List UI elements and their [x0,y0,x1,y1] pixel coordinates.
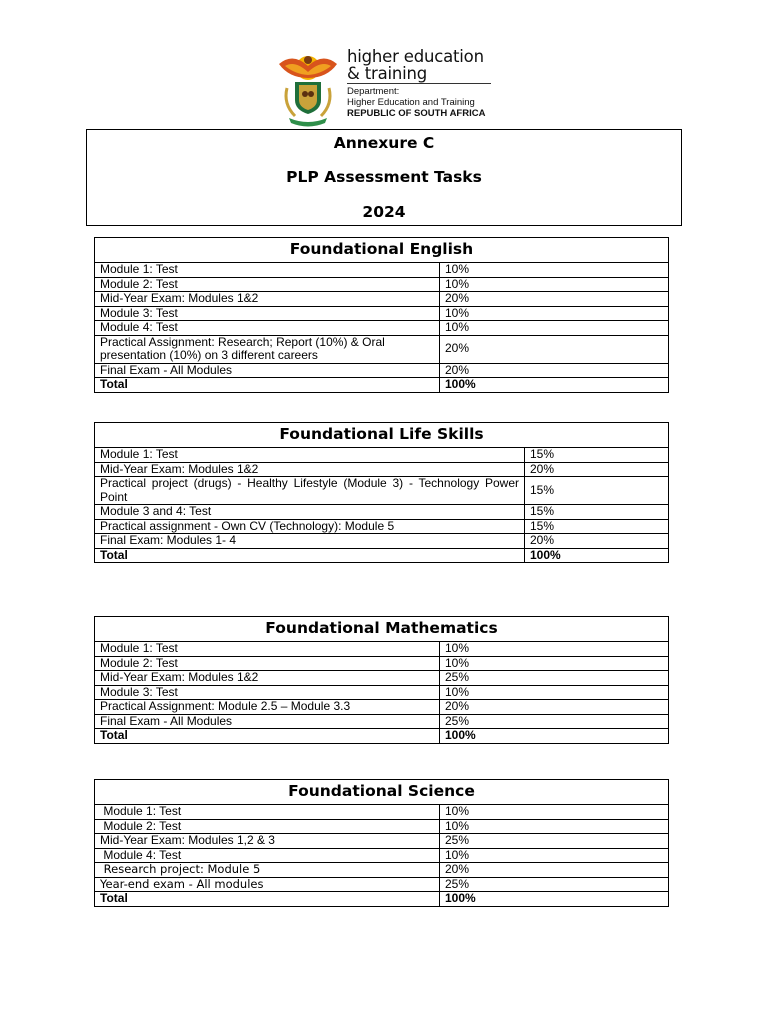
year-label: 2024 [362,203,406,221]
weight-cell: 25% [440,714,669,729]
task-cell: Mid-Year Exam: Modules 1&2 [95,671,440,686]
weight-cell: 20% [440,335,669,363]
weight-cell: 10% [440,642,669,657]
science-assessment-table [94,779,669,907]
table-row [95,321,669,336]
weight-cell: 20% [440,292,669,307]
table-row [95,519,669,534]
task-cell: Research project: Module 5 [95,863,440,878]
table-row [95,685,669,700]
table-row [95,700,669,715]
task-cell: Module 4: Test [95,848,440,863]
task-cell: Practical project (drugs) - Healthy Lifestyle (Module 3) - Technology Power Point [95,477,525,505]
task-cell: Year-end exam - All modules [95,877,440,892]
weight-cell: 10% [440,656,669,671]
total-label: Total [95,548,525,563]
task-cell: Module 1: Test [95,263,440,278]
weight-cell: 15% [525,519,669,534]
brand-divider [347,83,491,84]
weight-cell: 25% [440,877,669,892]
task-cell: Module 1: Test [95,805,440,820]
country-name: REPUBLIC OF SOUTH AFRICA [347,108,486,119]
weight-cell: 10% [440,805,669,820]
table-title: Foundational Science [95,780,669,805]
task-cell: Module 3 and 4: Test [95,505,525,520]
weight-cell: 10% [440,819,669,834]
table-row [95,819,669,834]
weight-cell: 20% [525,534,669,549]
table-row [95,448,669,463]
assessment-tasks-title: PLP Assessment Tasks [286,168,482,186]
total-label: Total [95,378,440,393]
weight-cell: 20% [440,700,669,715]
department-name: Department: Higher Education and Training [347,86,475,108]
table-row [95,477,669,505]
weight-cell: 20% [525,462,669,477]
task-cell: Practical Assignment: Module 2.5 – Module 3.3 [95,700,440,715]
weight-cell: 15% [525,505,669,520]
table-title: Foundational Life Skills [95,423,669,448]
task-cell: Module 2: Test [95,656,440,671]
total-value: 100% [440,729,669,744]
life-skills-assessment-table [94,422,669,563]
task-cell: Module 1: Test [95,448,525,463]
weight-cell: 10% [440,848,669,863]
annexure-header-box [86,129,682,226]
table-row [95,714,669,729]
coat-of-arms-icon [275,48,341,128]
table-row [95,263,669,278]
table-row [95,805,669,820]
mathematics-assessment-table [94,616,669,744]
table-row [95,462,669,477]
task-cell: Mid-Year Exam: Modules 1,2 & 3 [95,834,440,849]
task-cell: Module 3: Test [95,306,440,321]
table-row [95,534,669,549]
total-value: 100% [440,378,669,393]
total-row [95,548,669,563]
weight-cell: 10% [440,321,669,336]
task-cell: Module 3: Test [95,685,440,700]
english-assessment-table [94,237,669,393]
table-title: Foundational English [95,238,669,263]
weight-cell: 25% [440,671,669,686]
table-row [95,671,669,686]
task-cell: Practical Assignment: Research; Report (10%) & Oral presentation (10%) on 3 different careers [95,335,440,363]
table-row [95,656,669,671]
weight-cell: 10% [440,277,669,292]
annexure-title: Annexure C [333,134,435,152]
table-row [95,277,669,292]
table-row [95,306,669,321]
weight-cell: 20% [440,863,669,878]
total-row [95,378,669,393]
task-cell: Module 4: Test [95,321,440,336]
task-cell: Final Exam - All Modules [95,363,440,378]
task-cell: Module 2: Test [95,277,440,292]
weight-cell: 25% [440,834,669,849]
total-row [95,892,669,907]
table-row [95,505,669,520]
table-row [95,834,669,849]
table-row [95,292,669,307]
table-row [95,877,669,892]
table-title: Foundational Mathematics [95,617,669,642]
table-row [95,848,669,863]
table-row [95,335,669,363]
task-cell: Mid-Year Exam: Modules 1&2 [95,462,525,477]
task-cell: Final Exam: Modules 1- 4 [95,534,525,549]
weight-cell: 10% [440,263,669,278]
table-row [95,642,669,657]
task-cell: Mid-Year Exam: Modules 1&2 [95,292,440,307]
weight-cell: 15% [525,448,669,463]
weight-cell: 20% [440,363,669,378]
task-cell: Final Exam - All Modules [95,714,440,729]
table-row [95,363,669,378]
table-row [95,863,669,878]
total-row [95,729,669,744]
task-cell: Module 1: Test [95,642,440,657]
brand-title: higher education & training [347,47,484,83]
weight-cell: 10% [440,685,669,700]
task-cell: Practical assignment - Own CV (Technology): Module 5 [95,519,525,534]
total-label: Total [95,892,440,907]
total-value: 100% [440,892,669,907]
total-value: 100% [525,548,669,563]
weight-cell: 15% [525,477,669,505]
total-label: Total [95,729,440,744]
task-cell: Module 2: Test [95,819,440,834]
weight-cell: 10% [440,306,669,321]
department-logo [275,48,505,128]
